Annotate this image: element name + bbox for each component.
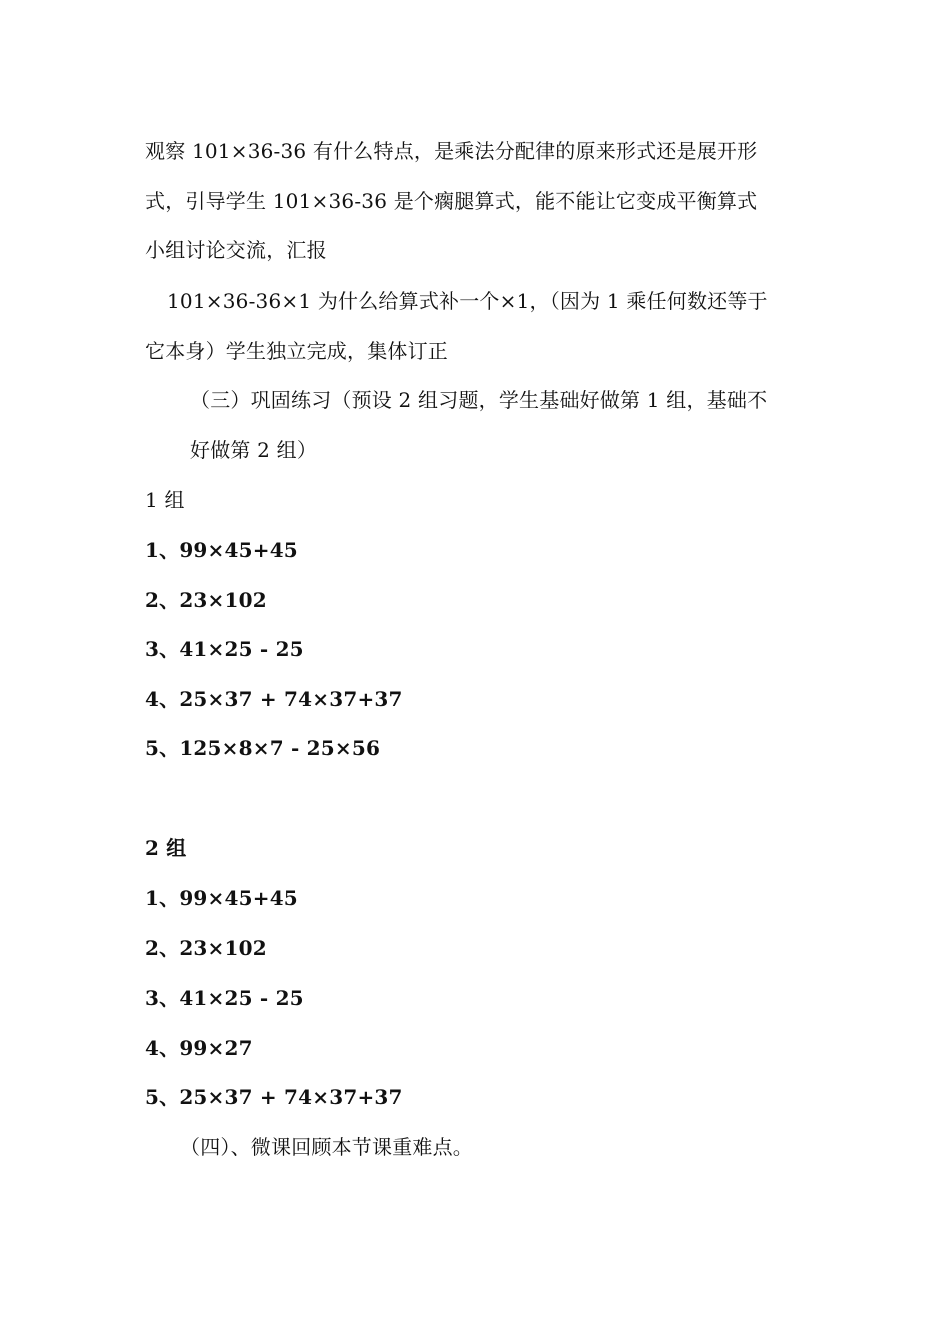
exercise-item: 2、23×102 bbox=[145, 936, 267, 960]
paragraph-line: 式，引导学生 101×36-36 是个瘸腿算式，能不能让它变成平衡算式 bbox=[145, 189, 758, 213]
section-heading: （三）巩固练习（预设 2 组习题，学生基础好做第 1 组，基础不 bbox=[190, 388, 768, 412]
exercise-item: 3、41×25 - 25 bbox=[145, 637, 304, 661]
group-title: 2 组 bbox=[145, 836, 187, 860]
paragraph-line: 小组讨论交流，汇报 bbox=[145, 238, 327, 262]
exercise-item: 2、23×102 bbox=[145, 588, 267, 612]
paragraph-line: 它本身）学生独立完成，集体订正 bbox=[145, 339, 448, 363]
exercise-item: 3、41×25 - 25 bbox=[145, 986, 304, 1010]
exercise-item: 4、25×37 + 74×37+37 bbox=[145, 687, 403, 711]
exercise-item: 4、99×27 bbox=[145, 1036, 253, 1060]
exercise-item: 1、99×45+45 bbox=[145, 886, 298, 910]
exercise-item: 1、99×45+45 bbox=[145, 538, 298, 562]
exercise-item: 5、125×8×7 - 25×56 bbox=[145, 736, 381, 760]
paragraph-line: 101×36-36×1 为什么给算式补一个×1，（因为 1 乘任何数还等于 bbox=[167, 289, 768, 313]
section-heading-continued: 好做第 2 组） bbox=[190, 438, 318, 462]
paragraph-line: 观察 101×36-36 有什么特点，是乘法分配律的原来形式还是展开形 bbox=[145, 139, 758, 163]
exercise-item: 5、25×37 + 74×37+37 bbox=[145, 1085, 403, 1109]
section-heading: （四）、微课回顾本节课重难点。 bbox=[180, 1135, 473, 1159]
group-title: 1 组 bbox=[145, 488, 185, 512]
